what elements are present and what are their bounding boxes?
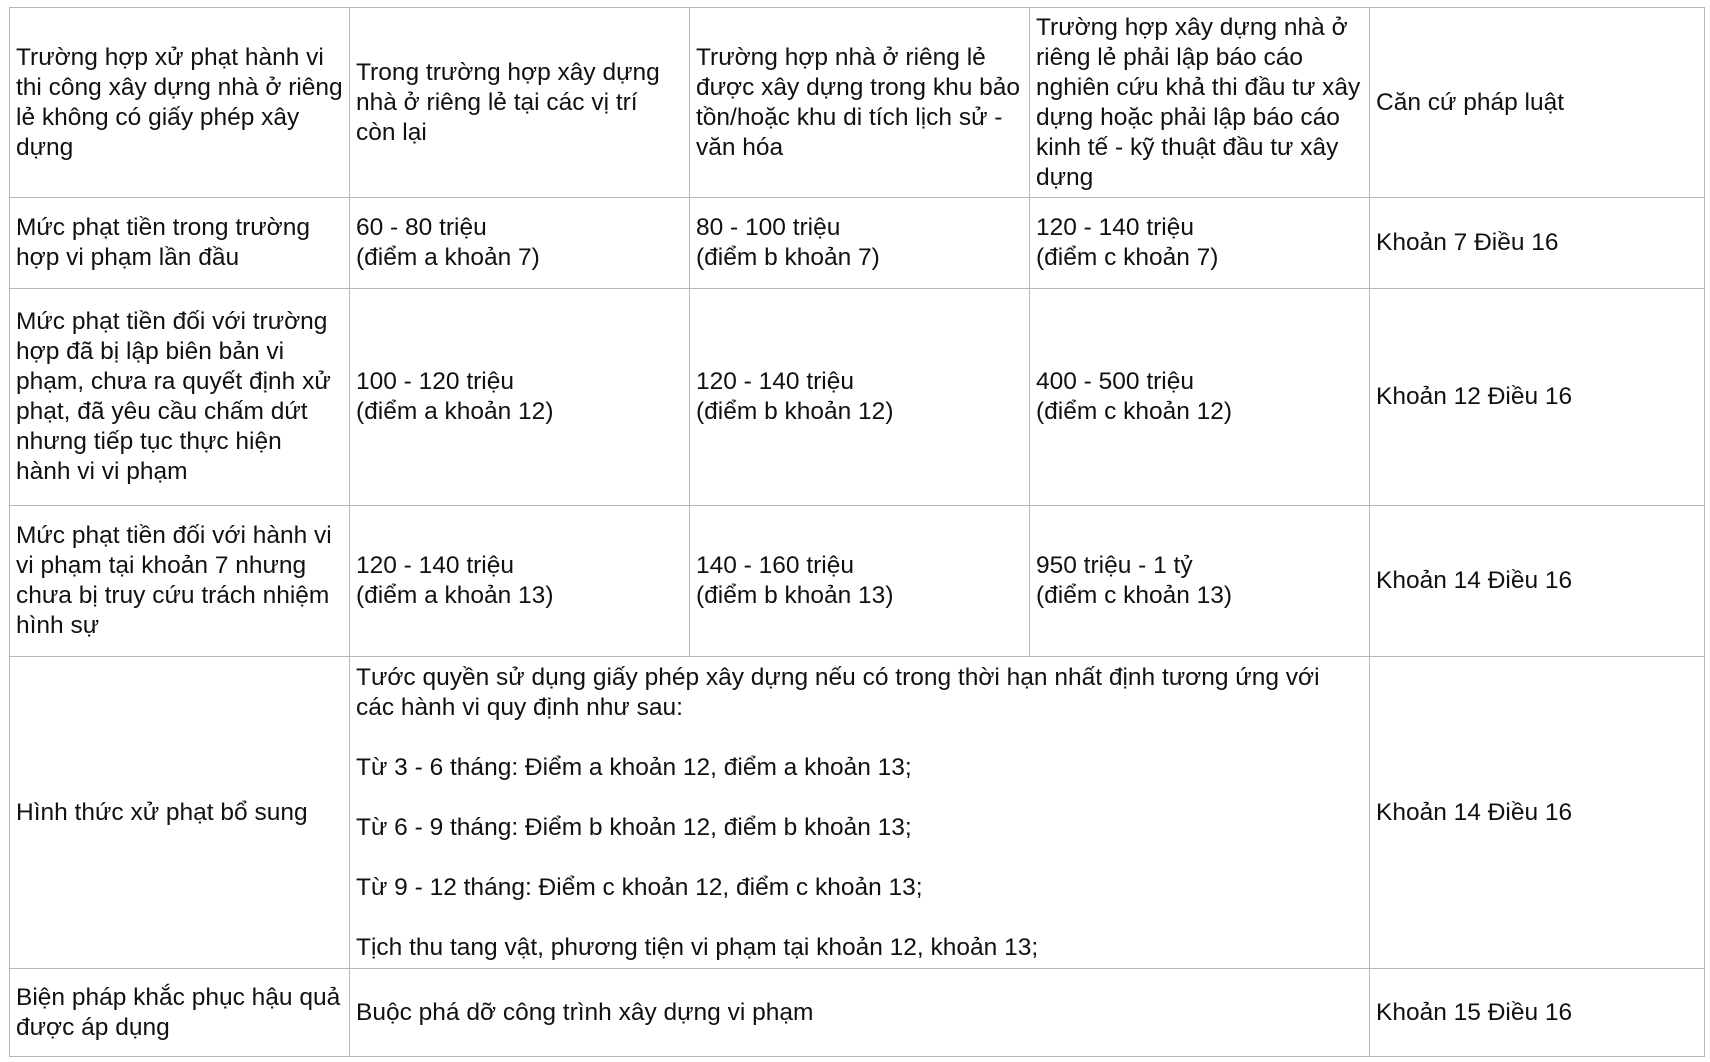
table-row (10, 289, 1705, 506)
fine-amount: 60 - 80 triệu (356, 214, 487, 241)
fine-cell (690, 289, 1030, 506)
fine-amount: 80 - 100 triệu (696, 214, 841, 241)
legal-basis-cell: Khoản 7 Điều 16 (1370, 198, 1705, 289)
table-row (10, 506, 1705, 657)
legal-basis-cell: Khoản 15 Điều 16 (1370, 969, 1705, 1057)
fine-reference: (điểm a khoản 13) (356, 582, 554, 609)
header-row (10, 8, 1705, 198)
fine-amount: 400 - 500 triệu (1036, 368, 1194, 395)
fine-cell (350, 289, 690, 506)
table-row (10, 198, 1705, 289)
fine-reference: (điểm b khoản 7) (696, 244, 880, 271)
row-label-cell: Biện pháp khắc phục hậu quả được áp dụng (10, 969, 350, 1057)
fine-amount: 120 - 140 triệu (356, 552, 514, 579)
header-conservation-area-cell: Trường hợp nhà ở riêng lẻ được xây dựng trong khu bảo tồn/hoặc khu di tích lịch sử - văn hóa (690, 8, 1030, 198)
fine-amount: 120 - 140 triệu (696, 368, 854, 395)
fine-reference: (điểm b khoản 12) (696, 398, 894, 425)
fine-cell (1030, 289, 1370, 506)
row-label-cell: Hình thức xử phạt bổ sung (10, 657, 350, 969)
fine-cell (690, 506, 1030, 657)
fine-cell (350, 198, 690, 289)
fine-reference: (điểm c khoản 12) (1036, 398, 1233, 425)
additional-penalty-item: Tịch thu tang vật, phương tiện vi phạm tại khoản 12, khoản 13; (356, 933, 1039, 961)
fine-reference: (điểm a khoản 7) (356, 244, 540, 271)
table-row (10, 969, 1705, 1057)
table-row (10, 657, 1705, 969)
header-feasibility-report-cell: Trường hợp xây dựng nhà ở riêng lẻ phải lập báo cáo nghiên cứu khả thi đầu tư xây dựng hoặc phải lập báo cáo kinh tế - kỹ thuật đầu tư xây dựng (1030, 8, 1370, 198)
fine-amount: 950 triệu - 1 tỷ (1036, 552, 1193, 579)
additional-penalty-item: Từ 3 - 6 tháng: Điểm a khoản 12, điểm a khoản 13; (356, 753, 912, 781)
legal-basis-cell: Khoản 14 Điều 16 (1370, 657, 1705, 969)
header-legal-basis-cell: Căn cứ pháp luật (1370, 8, 1705, 198)
fine-amount: 120 - 140 triệu (1036, 214, 1194, 241)
fine-reference: (điểm c khoản 7) (1036, 244, 1219, 271)
fine-cell (350, 506, 690, 657)
fine-amount: 140 - 160 triệu (696, 552, 854, 579)
legal-basis-cell: Khoản 12 Điều 16 (1370, 289, 1705, 506)
fine-amount: 100 - 120 triệu (356, 368, 514, 395)
header-other-locations-cell: Trong trường hợp xây dựng nhà ở riêng lẻ tại các vị trí còn lại (350, 8, 690, 198)
fine-cell (690, 198, 1030, 289)
legal-basis-cell: Khoản 14 Điều 16 (1370, 506, 1705, 657)
fine-cell (1030, 198, 1370, 289)
fine-reference: (điểm c khoản 13) (1036, 582, 1233, 609)
row-label-cell: Mức phạt tiền đối với hành vi vi phạm tại khoản 7 nhưng chưa bị truy cứu trách nhiệm hình sự (10, 506, 350, 657)
fine-reference: (điểm b khoản 13) (696, 582, 894, 609)
penalty-table (9, 7, 1705, 1057)
header-case-cell: Trường hợp xử phạt hành vi thi công xây dựng nhà ở riêng lẻ không có giấy phép xây dựng (10, 8, 350, 198)
fine-reference: (điểm a khoản 12) (356, 398, 554, 425)
additional-penalty-item: Từ 6 - 9 tháng: Điểm b khoản 12, điểm b khoản 13; (356, 813, 912, 841)
row-label-cell: Mức phạt tiền đối với trường hợp đã bị lập biên bản vi phạm, chưa ra quyết định xử phạt, đã yêu cầu chấm dứt nhưng tiếp tục thực hiện hành vi vi phạm (10, 289, 350, 506)
fine-cell (1030, 506, 1370, 657)
additional-penalty-cell (350, 657, 1370, 969)
additional-penalty-intro: Tước quyền sử dụng giấy phép xây dựng nếu có trong thời hạn nhất định tương ứng với các hành vi quy định như sau: (356, 663, 1320, 721)
row-label-cell: Mức phạt tiền trong trường hợp vi phạm lần đầu (10, 198, 350, 289)
remedial-measure-cell: Buộc phá dỡ công trình xây dựng vi phạm (350, 969, 1370, 1057)
additional-penalty-item: Từ 9 - 12 tháng: Điểm c khoản 12, điểm c khoản 13; (356, 873, 923, 901)
